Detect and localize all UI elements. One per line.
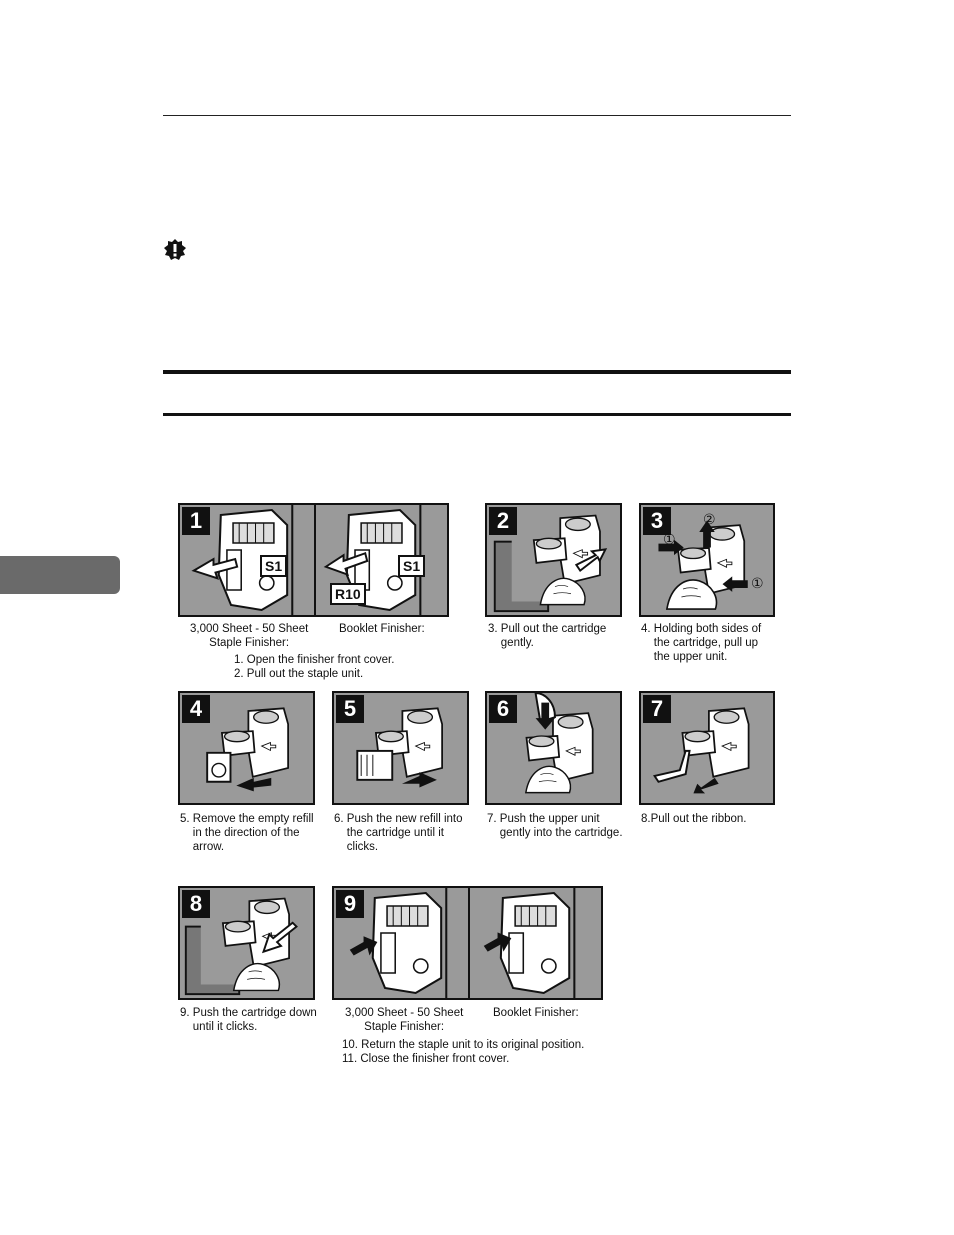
chapter-tab [0,556,120,594]
caption-finisher-type-left: 3,000 Sheet - 50 Sheet Staple Finisher: [345,1007,464,1033]
step-panel-8 [178,886,315,1000]
step-panel-3 [639,503,775,617]
caption-step-3: 3. Pull out the cartridge gently. [488,623,607,649]
step-panel-4 [178,691,315,805]
panel-divider [468,888,470,998]
caption-finisher-type-right: Booklet Finisher: [493,1007,579,1019]
header-rule [163,115,791,116]
location-label-s1-left: S1 [260,555,287,577]
step-panel-9 [332,886,603,1000]
marker-1-right: ① [751,575,764,591]
marker-2-top: ② [703,511,716,527]
step-number-badge: 3 [643,507,671,535]
step-number-badge: 4 [182,695,210,723]
caption-steps-10-11: 10. Return the staple unit to its original position. 11. Close the finisher front cover. [342,1039,585,1065]
marker-1-left: ① [663,531,676,547]
step-panel-5 [332,691,469,805]
caption-step-7: 7. Push the upper unit gently into the cartridge. [487,813,623,839]
caption-step-5: 5. Remove the empty refill in the direction of the arrow. [180,813,314,853]
step-number-badge: 2 [489,507,517,535]
panel-divider [314,505,316,615]
caption-step-8: 8.Pull out the ribbon. [641,813,747,825]
location-label-r10: R10 [330,583,366,605]
section-rule-bottom [163,413,791,416]
step-panel-7 [639,691,775,805]
step-panel-2 [485,503,622,617]
caption-step-6: 6. Push the new refill into the cartridge until it clicks. [334,813,463,853]
step-number-badge: 6 [489,695,517,723]
step-number-badge: 8 [182,890,210,918]
caption-step-4: 4. Holding both sides of the cartridge, pull up the upper unit. [641,623,762,663]
step-panel-6 [485,691,622,805]
step-number-badge: 7 [643,695,671,723]
section-rule-top [163,370,791,374]
important-icon [164,239,186,261]
caption-finisher-type-right: Booklet Finisher: [339,623,425,635]
location-label-s1-right: S1 [398,555,425,577]
step-number-badge: 1 [182,507,210,535]
caption-step-9: 9. Push the cartridge down until it clicks. [180,1007,317,1033]
step-number-badge: 9 [336,890,364,918]
caption-steps-1-2: 1. Open the finisher front cover. 2. Pull out the staple unit. [234,654,395,680]
step-panel-1 [178,503,449,617]
caption-finisher-type-left: 3,000 Sheet - 50 Sheet Staple Finisher: [190,623,309,649]
step-number-badge: 5 [336,695,364,723]
